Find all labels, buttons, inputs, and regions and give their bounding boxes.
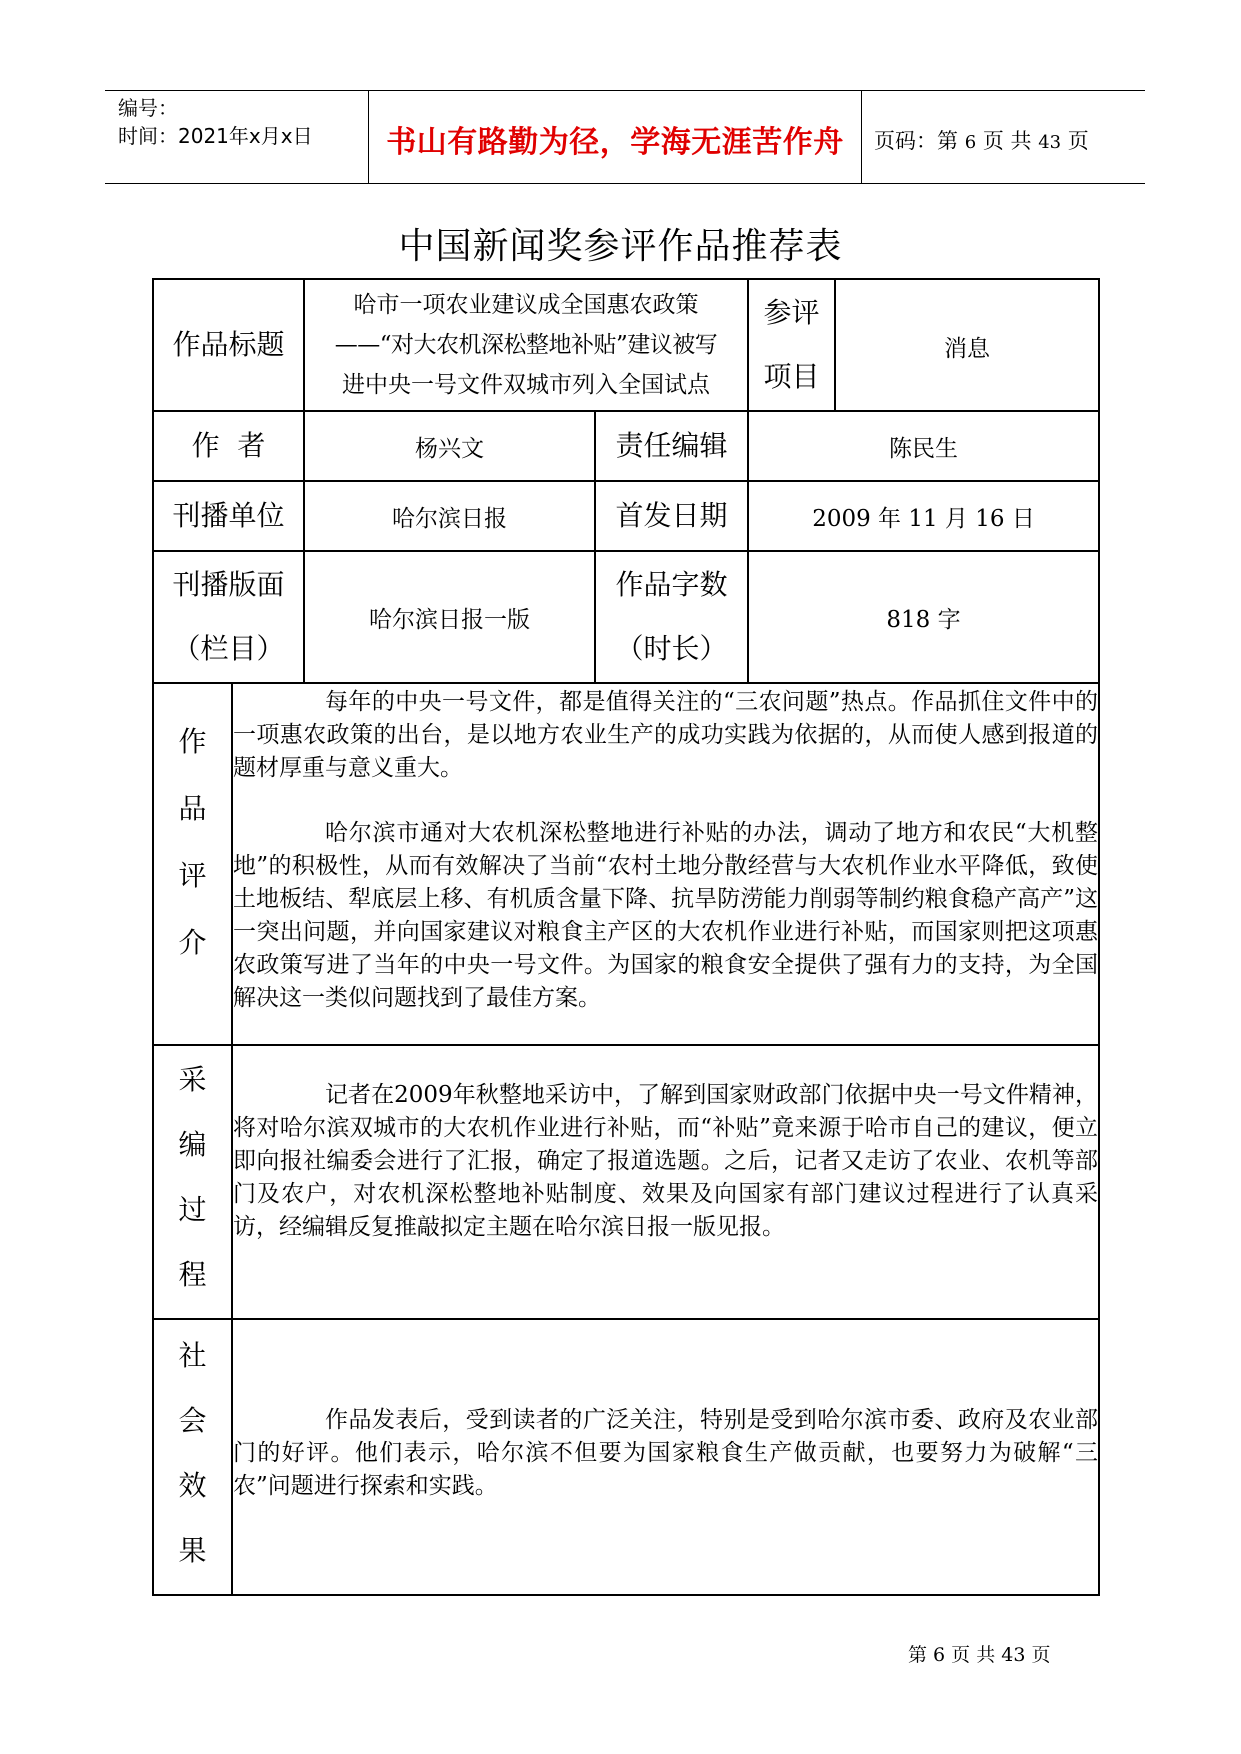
work-title-line: ——“对大农机深松整地补贴”建议被写 bbox=[334, 332, 718, 358]
row-effect bbox=[153, 1319, 1099, 1595]
row-work-title bbox=[153, 279, 1099, 411]
process-label bbox=[153, 1045, 232, 1319]
page-suffix: 页 bbox=[1067, 129, 1089, 153]
category-value: 消息 bbox=[835, 279, 1099, 411]
review-paragraph: 每年的中央一号文件，都是值得关注的“三农问题”热点。作品抓住文件中的一项惠农政策的出台，是以地方农业生产的成功实践为依据的，从而使人感到报道的题材厚重与意义重大。 bbox=[233, 689, 1099, 781]
review-label-char: 作 bbox=[178, 725, 207, 758]
process-label-char: 采 bbox=[178, 1063, 207, 1096]
doc-time-label: 时间：2021年x月x日 bbox=[118, 124, 313, 148]
page-section-label-line: （栏目） bbox=[172, 632, 285, 665]
header-page-indicator bbox=[874, 125, 1089, 155]
category-label bbox=[748, 279, 835, 411]
work-title-label: 作品标题 bbox=[153, 279, 304, 411]
effect-text bbox=[232, 1319, 1099, 1595]
category-label-line: 项目 bbox=[763, 360, 820, 393]
row-author bbox=[153, 411, 1099, 481]
review-text bbox=[232, 683, 1099, 1045]
effect-label-char: 效 bbox=[178, 1469, 207, 1502]
review-label-char: 评 bbox=[178, 859, 207, 892]
row-review bbox=[153, 683, 1099, 1045]
work-title-line: 哈市一项农业建议成全国惠农政策 bbox=[353, 292, 699, 318]
page-prefix: 页码：第 bbox=[874, 129, 958, 153]
date-value: 2009 年 11 月 16 日 bbox=[748, 481, 1099, 551]
page-mid: 页 共 bbox=[982, 129, 1032, 153]
page-current: 6 bbox=[964, 132, 977, 153]
review-label-char: 品 bbox=[178, 792, 207, 825]
word-count-label bbox=[595, 551, 748, 683]
word-count-label-line: 作品字数 bbox=[615, 568, 728, 601]
effect-label-char: 会 bbox=[178, 1404, 207, 1437]
document-title: 中国新闻奖参评作品推荐表 bbox=[398, 226, 843, 267]
effect-paragraph: 作品发表后，受到读者的广泛关注，特别是受到哈尔滨市委、政府及农业部门的好评。他们表示，哈尔滨不但要为国家粮食生产做贡献，也要努力为破解“三农”问题进行探索和实践。 bbox=[233, 1407, 1099, 1499]
effect-label-char: 社 bbox=[178, 1339, 207, 1372]
process-label-char: 编 bbox=[178, 1128, 207, 1161]
category-label-line: 参评 bbox=[763, 296, 820, 329]
editor-label: 责任编辑 bbox=[595, 411, 748, 481]
word-count-label-line: （时长） bbox=[615, 632, 728, 665]
publisher-label: 刊播单位 bbox=[153, 481, 304, 551]
footer-page-number: 第 6 页 共 43 页 bbox=[908, 1644, 1051, 1666]
author-label: 作 者 bbox=[153, 411, 304, 481]
effect-label bbox=[153, 1319, 232, 1595]
process-label-char: 程 bbox=[178, 1258, 207, 1291]
page-section-value: 哈尔滨日报一版 bbox=[304, 551, 595, 683]
work-title-value bbox=[304, 279, 748, 411]
process-label-char: 过 bbox=[178, 1193, 207, 1226]
publisher-value: 哈尔滨日报 bbox=[304, 481, 595, 551]
row-publisher bbox=[153, 481, 1099, 551]
header-meta bbox=[118, 94, 313, 150]
process-text bbox=[232, 1045, 1099, 1319]
row-page-section bbox=[153, 551, 1099, 683]
word-count-value: 818 字 bbox=[748, 551, 1099, 683]
page-section-label-line: 刊播版面 bbox=[172, 568, 285, 601]
header-top-rule bbox=[105, 90, 1145, 91]
recommendation-form bbox=[152, 278, 1100, 1596]
process-paragraph: 记者在2009年秋整地采访中，了解到国家财政部门依据中央一号文件精神，将对哈尔滨双城市的大农机作业进行补贴，而“补贴”竟来源于哈市自己的建议，便立即向报社编委会进行了汇报，确定了报道选题。之后，记者又走访了农业、农机等部门及农户，对农机深松整地补贴制度、效果及向国家有部门建议过程进行了认真采访，经编辑反复推敲拟定主题在哈尔滨日报一版见报。 bbox=[233, 1082, 1099, 1240]
header-bottom-rule bbox=[105, 183, 1145, 184]
header-motto: 书山有路勤为径，学海无涯苦作舟 bbox=[386, 125, 844, 160]
effect-label-char: 果 bbox=[178, 1534, 207, 1567]
review-label-char: 介 bbox=[178, 926, 207, 959]
row-process bbox=[153, 1045, 1099, 1319]
page-total: 43 bbox=[1038, 132, 1062, 153]
doc-number-label: 编号： bbox=[118, 96, 178, 120]
author-value: 杨兴文 bbox=[304, 411, 595, 481]
date-label: 首发日期 bbox=[595, 481, 748, 551]
editor-value: 陈民生 bbox=[748, 411, 1099, 481]
review-paragraph: 哈尔滨市通对大农机深松整地进行补贴的办法，调动了地方和农民“大机整地”的积极性，从而有效解决了当前“农村土地分散经营与大农机作业水平降低，致使土地板结、犁底层上移、有机质含量下降、抗旱防涝能力削弱等制约粮食稳产高产”这一突出问题，并向国家建议对粮食主产区的大农机作业进行补贴，而国家则把这项惠农政策写进了当年的中央一号文件。为国家的粮食安全提供了强有力的支持，为全国解决这一类似问题找到了最佳方案。 bbox=[233, 820, 1099, 1011]
header-divider-right bbox=[861, 90, 862, 183]
review-label bbox=[153, 683, 232, 1045]
work-title-line: 进中央一号文件双城市列入全国试点 bbox=[342, 372, 711, 398]
header-divider-left bbox=[368, 90, 369, 183]
page-section-label bbox=[153, 551, 304, 683]
